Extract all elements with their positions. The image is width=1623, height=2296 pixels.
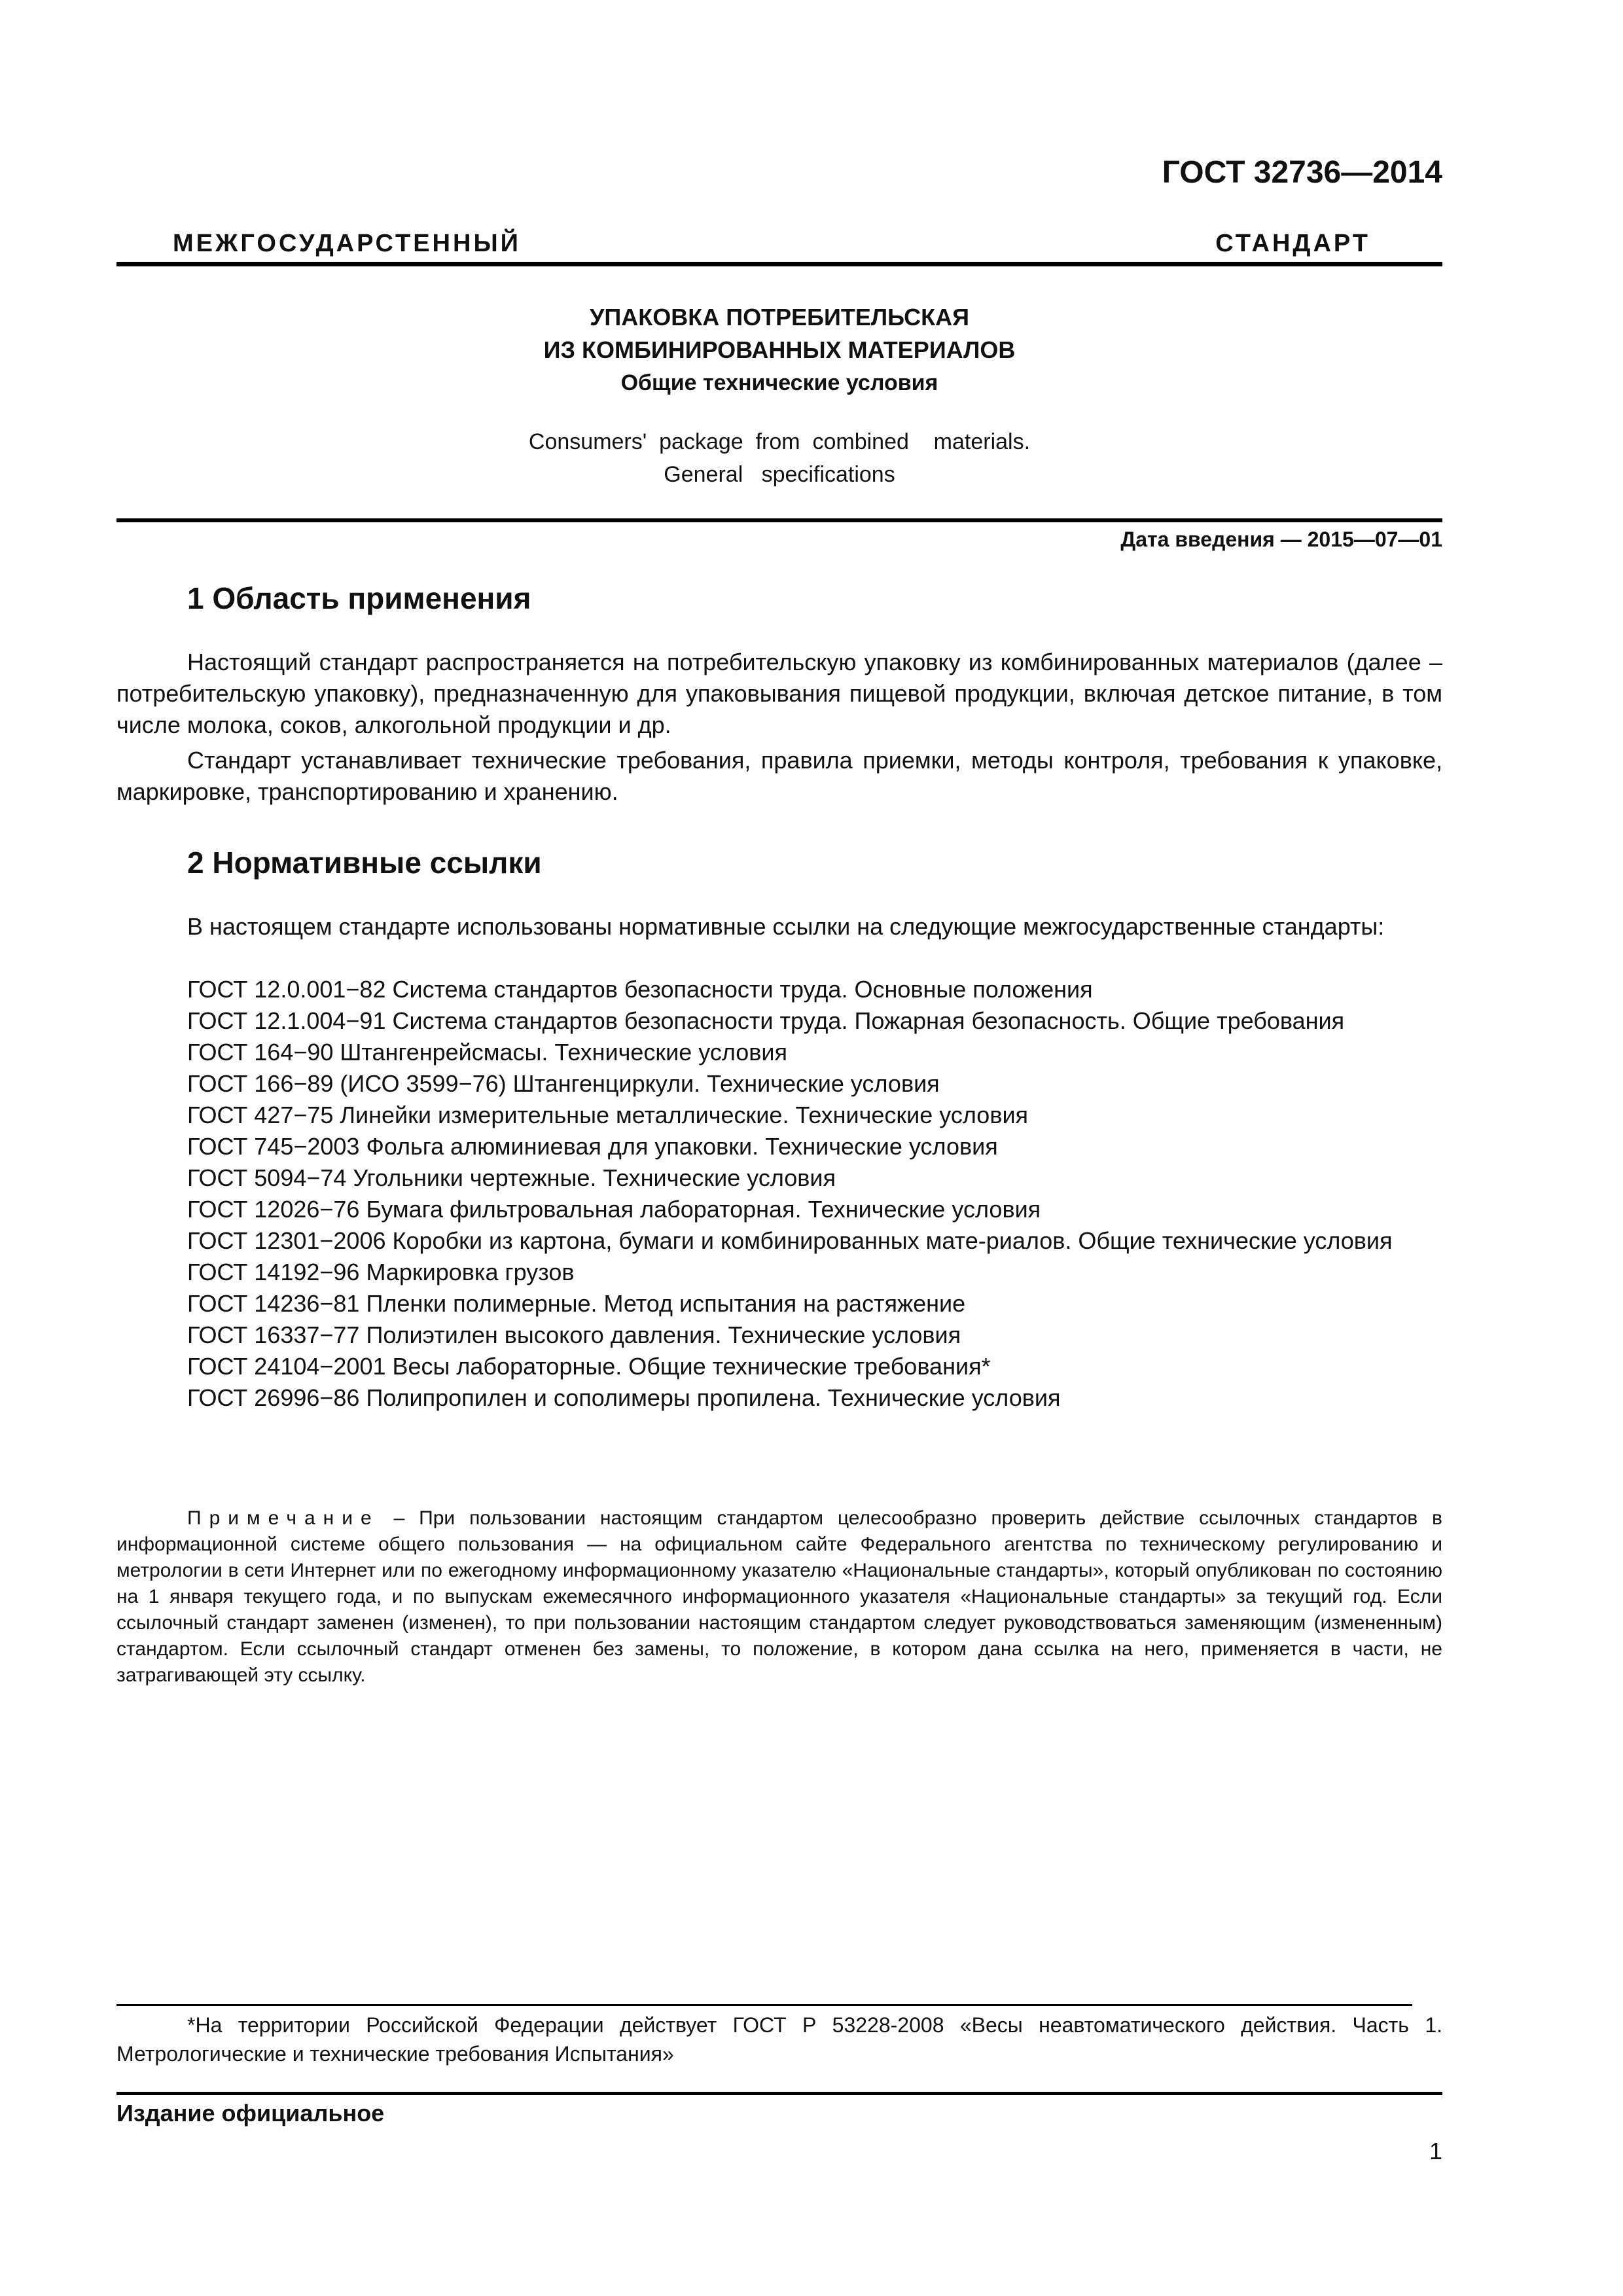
note-label: Примечание	[187, 1507, 380, 1529]
english-title-line-1: Consumers' package from combined materials.	[528, 429, 1031, 454]
reference-text: ГОСТ 14192−96 Маркировка грузов	[187, 1259, 575, 1285]
title-line-3: Общие технические условия	[620, 370, 938, 395]
reference-item	[116, 1288, 1442, 1319]
section-1-paragraph-1-text: Настоящий стандарт распространяется на потребительскую упаковку из комбинированных материалов (далее – потребительскую упаковку), предназначенную для упаковывания пищевой продукции, включая детское питание, в том числе молока, соков, алкогольной продукции и др.	[116, 649, 1442, 738]
footnote-text: *На территории Российской Федерации действует ГОСТ Р 53228-2008 «Весы неавтоматического действия. Часть 1. Метрологические и технические требования Испытания»	[116, 2013, 1442, 2066]
official-edition-label: Издание официальное	[116, 2100, 385, 2126]
introduction-date: Дата введения — 2015—07—01	[1120, 528, 1442, 551]
reference-text: ГОСТ 24104−2001 Весы лабораторные. Общие технические требования*	[187, 1353, 991, 1380]
section-1-title: 1 Область применения	[187, 581, 531, 615]
section-1-paragraph-1	[116, 647, 1442, 741]
english-title	[116, 425, 1442, 491]
note-paragraph	[116, 1505, 1442, 1689]
reference-item	[116, 1131, 1442, 1162]
title-line-2: ИЗ КОМБИНИРОВАННЫХ МАТЕРИАЛОВ	[543, 336, 1016, 363]
document-code: ГОСТ 32736—2014	[1162, 155, 1442, 190]
document-page	[116, 0, 1442, 2296]
footnote	[116, 2011, 1442, 2068]
reference-text: ГОСТ 427−75 Линейки измерительные металлические. Технические условия	[187, 1102, 1029, 1128]
interstate-standard-heading: МЕЖГОСУДАРСТЕННЫЙ СТАНДАРТ	[173, 230, 1370, 257]
section-2-intro	[116, 911, 1442, 942]
section-1-paragraph-2	[116, 745, 1442, 808]
section-2-title: 2 Нормативные ссылки	[187, 846, 542, 880]
reference-text: ГОСТ 12.0.001−82 Система стандартов безопасности труда. Основные положения	[187, 976, 1093, 1003]
reference-item	[116, 1037, 1442, 1068]
normative-references-list	[116, 974, 1442, 1414]
top-rule	[116, 262, 1442, 266]
title-line-1: УПАКОВКА ПОТРЕБИТЕЛЬСКАЯ	[590, 304, 969, 331]
reference-item	[116, 974, 1442, 1005]
reference-text: ГОСТ 16337−77 Полиэтилен высокого давления. Технические условия	[187, 1321, 961, 1348]
reference-item	[116, 1225, 1442, 1257]
note-text: – При пользовании настоящим стандартом целесообразно проверить действие ссылочных стандартов в информационной системе общего пользования — на официальном сайте Федерального агентства по техническому регулированию и метрологии в сети Интернет или по ежегодному информационному указателю «Национальные стандарты», который опубликован по состоянию на 1 января текущего года, и по выпускам ежемесячного информационного указателя «Национальные стандарты» за текущий год. Если ссылочный стандарт заменен (изменен), то при пользовании настоящим стандартом следует руководствоваться заменяющим (измененным) стандартом. Если ссылочный стандарт отменен без замены, то положение, в котором дана ссылка на него, применяется в части, не затрагивающей эту ссылку.	[116, 1507, 1442, 1686]
footnote-rule	[116, 2004, 1412, 2006]
reference-item	[116, 1005, 1442, 1037]
reference-item	[116, 1257, 1442, 1288]
section-1-paragraph-2-text: Стандарт устанавливает технические требования, правила приемки, методы контроля, требования к упаковке, маркировке, транспортированию и хранению.	[116, 747, 1442, 805]
section-2-intro-text: В настоящем стандарте использованы нормативные ссылки на следующие межгосударственные стандарты:	[187, 913, 1385, 940]
reference-text: ГОСТ 5094−74 Угольники чертежные. Технические условия	[187, 1164, 836, 1191]
reference-text: ГОСТ 12.1.004−91 Система стандартов безопасности труда. Пожарная безопасность. Общие требования	[187, 1007, 1345, 1034]
middle-rule	[116, 518, 1442, 522]
reference-item	[116, 1100, 1442, 1131]
reference-item	[116, 1162, 1442, 1194]
reference-text: ГОСТ 12301−2006 Коробки из картона, бумаги и комбинированных мате-риалов. Общие технические условия	[187, 1227, 1393, 1254]
page-number: 1	[1429, 2138, 1442, 2164]
document-title	[116, 301, 1442, 399]
reference-text: ГОСТ 12026−76 Бумага фильтровальная лабораторная. Технические условия	[187, 1196, 1041, 1223]
english-title-line-2: General specifications	[664, 462, 895, 487]
reference-text: ГОСТ 26996−86 Полипропилен и сополимеры пропилена. Технические условия	[187, 1384, 1061, 1411]
reference-item	[116, 1382, 1442, 1414]
reference-text: ГОСТ 745−2003 Фольга алюминиевая для упаковки. Технические условия	[187, 1133, 998, 1160]
reference-item	[116, 1351, 1442, 1382]
reference-item	[116, 1068, 1442, 1100]
reference-item	[116, 1194, 1442, 1225]
reference-text: ГОСТ 14236−81 Пленки полимерные. Метод испытания на растяжение	[187, 1290, 966, 1317]
reference-item	[116, 1319, 1442, 1351]
bottom-rule	[116, 2092, 1442, 2095]
reference-text: ГОСТ 166−89 (ИСО 3599−76) Штангенциркули. Технические условия	[187, 1070, 940, 1097]
reference-text: ГОСТ 164−90 Штангенрейсмасы. Технические условия	[187, 1039, 788, 1066]
